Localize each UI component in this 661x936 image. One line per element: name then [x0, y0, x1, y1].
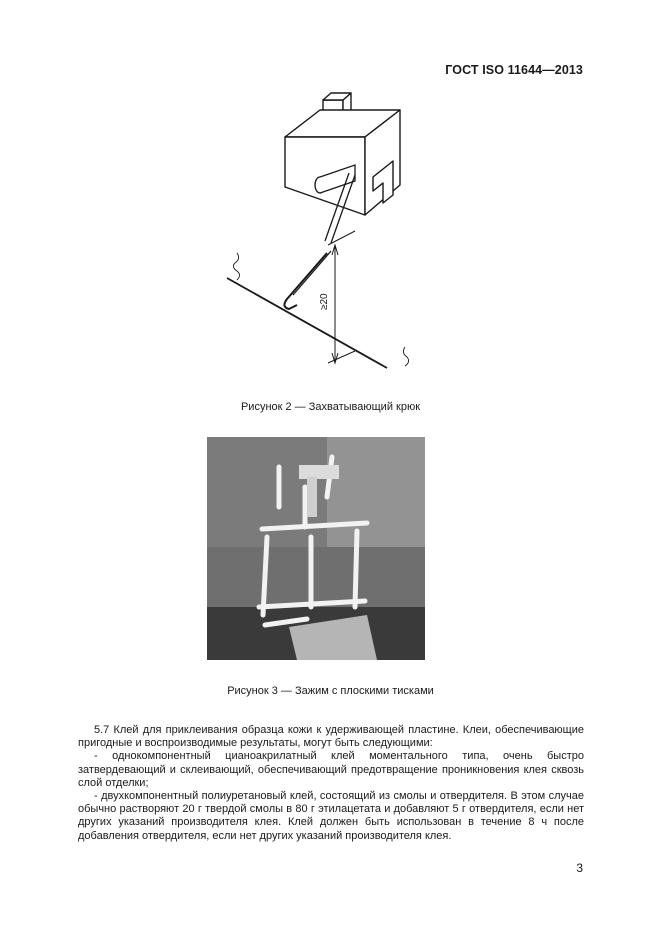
dimension-ext-bottom — [328, 351, 355, 363]
figure-3-caption: Рисунок 3 — Зажим с плоскими тисками — [227, 685, 434, 697]
dimension-ext-top — [328, 231, 355, 245]
skin-line — [227, 278, 387, 368]
body-text — [78, 724, 584, 843]
figure-2-hook-drawing — [215, 85, 415, 385]
dimension-label: ≥20 — [319, 293, 330, 310]
list-item-1: - однокомпонентный цианоакрилатный клей моментального типа, очень быстро затвердевающий и склеивающий, обеспечивающий предотвращение проникновения клея сквозь слой отделки; — [78, 750, 584, 789]
hook-rod-lower-inner — [293, 251, 331, 295]
page-number: 3 — [576, 861, 583, 875]
break-mark-left — [233, 253, 239, 280]
document-header: ГОСТ ISO 11644—2013 — [445, 63, 583, 77]
break-mark-right — [403, 347, 408, 366]
figure-2-caption: Рисунок 2 — Захватывающий крюк — [240, 401, 421, 413]
list-item-2: - двухкомпонентный полиуретановый клей, состоящий из смолы и отвердителя. В этом случае обычно растворяют 20 г твердой смолы в 80 г этилацетата и добавляют 5 г отвердителя, если нет других указаний производителя клея. Клей должен быть использован в течение 8 ч после добавления отвердителя, если нет других указаний производителя клея. — [78, 790, 584, 842]
figure-3-photo — [207, 437, 425, 660]
paragraph-5-7: 5.7 Клей для приклеивания образца кожи к удерживающей пластине. Клеи, обеспечивающие пригодные и воспроизводимые результаты, могут быть следующими: — [78, 724, 584, 750]
